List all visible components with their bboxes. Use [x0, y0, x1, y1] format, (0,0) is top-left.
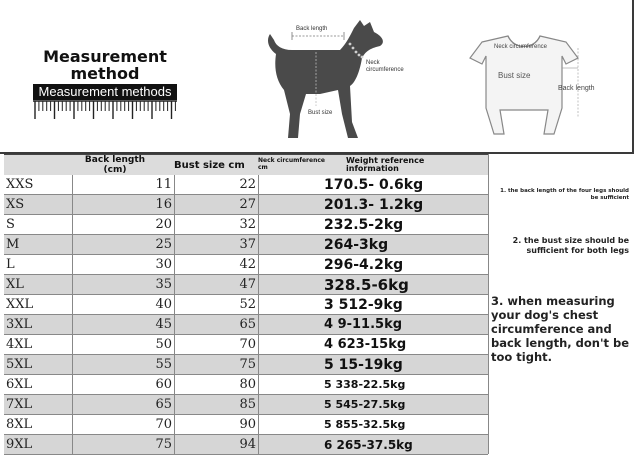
back-length-cell: 16	[155, 197, 172, 212]
header-bust-size: Bust size cm	[174, 160, 245, 171]
back-length-cell: 50	[155, 337, 172, 352]
bust-size-cell: 52	[239, 297, 256, 312]
back-length-cell: 30	[155, 257, 172, 272]
size-cell: 5XL	[6, 357, 33, 372]
back-length-cell: 55	[155, 357, 172, 372]
back-length-cell: 45	[155, 317, 172, 332]
bust-size-cell: 42	[239, 257, 256, 272]
bust-size-cell: 80	[239, 377, 256, 392]
dog-neck-label: Neck circumference	[366, 60, 404, 73]
header-back-length: Back length (cm)	[84, 155, 146, 175]
ruler-graphic	[33, 84, 177, 122]
weight-cell: 264-3kg	[324, 237, 389, 253]
table-row	[4, 375, 488, 395]
measurement-title: Measurement method	[43, 47, 167, 83]
coat-neck-label: Neck circumference	[494, 44, 548, 50]
bust-size-cell: 22	[239, 177, 256, 192]
column-divider	[174, 175, 175, 455]
back-length-cell: 65	[155, 397, 172, 412]
table-row	[4, 235, 488, 255]
weight-cell: 232.5-2kg	[324, 217, 404, 233]
column-divider	[72, 175, 73, 455]
dog-diagram	[262, 14, 402, 146]
size-cell: XS	[6, 197, 25, 212]
bust-size-cell: 47	[239, 277, 256, 292]
header-right-border	[632, 0, 634, 154]
size-chart-table	[4, 154, 488, 454]
size-cell: XXL	[6, 297, 34, 312]
table-row	[4, 315, 488, 335]
table-header-row	[4, 155, 488, 175]
bust-size-cell: 75	[239, 357, 256, 372]
weight-cell: 5 15-19kg	[324, 357, 403, 373]
size-cell: 6XL	[6, 377, 33, 392]
bust-size-cell: 37	[239, 237, 256, 252]
column-divider	[258, 175, 259, 455]
dog-silhouette-icon	[262, 14, 402, 146]
size-cell: M	[6, 237, 20, 252]
table-row	[4, 355, 488, 375]
ruler-ticks-icon	[33, 100, 177, 122]
bust-size-cell: 65	[239, 317, 256, 332]
weight-cell: 201.3- 1.2kg	[324, 197, 424, 213]
coat-back-length-label: Back length	[558, 85, 595, 92]
size-cell: S	[6, 217, 15, 232]
back-length-cell: 40	[155, 297, 172, 312]
table-row	[4, 175, 488, 195]
table-row	[4, 255, 488, 275]
bust-size-cell: 85	[239, 397, 256, 412]
table-row	[4, 295, 488, 315]
table-row	[4, 435, 488, 455]
weight-cell: 170.5- 0.6kg	[324, 177, 424, 193]
size-cell: L	[6, 257, 15, 272]
back-length-cell: 75	[155, 437, 172, 452]
weight-cell: 6 265-37.5kg	[324, 438, 413, 452]
size-cell: 3XL	[6, 317, 33, 332]
measurement-notes	[488, 154, 634, 454]
table-row	[4, 215, 488, 235]
bust-size-cell: 94	[239, 437, 256, 452]
table-row	[4, 195, 488, 215]
size-cell: XXS	[6, 177, 34, 192]
header-weight: Weight reference information	[346, 156, 425, 173]
back-length-cell: 25	[155, 237, 172, 252]
back-length-cell: 60	[155, 377, 172, 392]
bust-size-cell: 32	[239, 217, 256, 232]
back-length-cell: 70	[155, 417, 172, 432]
back-length-cell: 20	[155, 217, 172, 232]
table-row	[4, 395, 488, 415]
weight-cell: 5 545-27.5kg	[324, 398, 406, 411]
dog-bust-label: Bust size	[308, 110, 333, 116]
size-cell: 4XL	[6, 337, 33, 352]
weight-cell: 3 512-9kg	[324, 297, 403, 313]
back-length-cell: 11	[155, 177, 172, 192]
bust-size-cell: 27	[239, 197, 256, 212]
coat-diagram	[450, 28, 630, 143]
weight-cell: 5 855-32.5kg	[324, 418, 406, 431]
ruler-label: Measurement methods	[33, 84, 177, 100]
dog-back-length-label: Back length	[296, 26, 328, 32]
measurement-header	[0, 0, 640, 152]
weight-cell: 5 338-22.5kg	[324, 378, 406, 391]
weight-cell: 328.5-6kg	[324, 276, 409, 294]
note-1: 1. the back length of the four legs should be sufficient	[500, 188, 629, 201]
header-neck: Neck circumference cm	[258, 157, 325, 171]
table-row	[4, 415, 488, 435]
note-3: 3. when measuring your dog's chest circumference and back length, don't be too tight.	[491, 294, 630, 364]
size-cell: 7XL	[6, 397, 33, 412]
weight-cell: 296-4.2kg	[324, 257, 404, 273]
back-length-cell: 35	[155, 277, 172, 292]
size-cell: XL	[6, 277, 24, 292]
weight-cell: 4 9-11.5kg	[324, 317, 403, 332]
size-cell: 8XL	[6, 417, 33, 432]
note-2: 2. the bust size should be sufficient for both legs	[512, 236, 629, 255]
table-row	[4, 275, 488, 295]
coat-bust-label: Bust size	[498, 71, 531, 80]
bust-size-cell: 70	[239, 337, 256, 352]
weight-cell: 4 623-15kg	[324, 337, 407, 352]
table-row	[4, 335, 488, 355]
size-cell: 9XL	[6, 437, 33, 452]
bust-size-cell: 90	[239, 417, 256, 432]
